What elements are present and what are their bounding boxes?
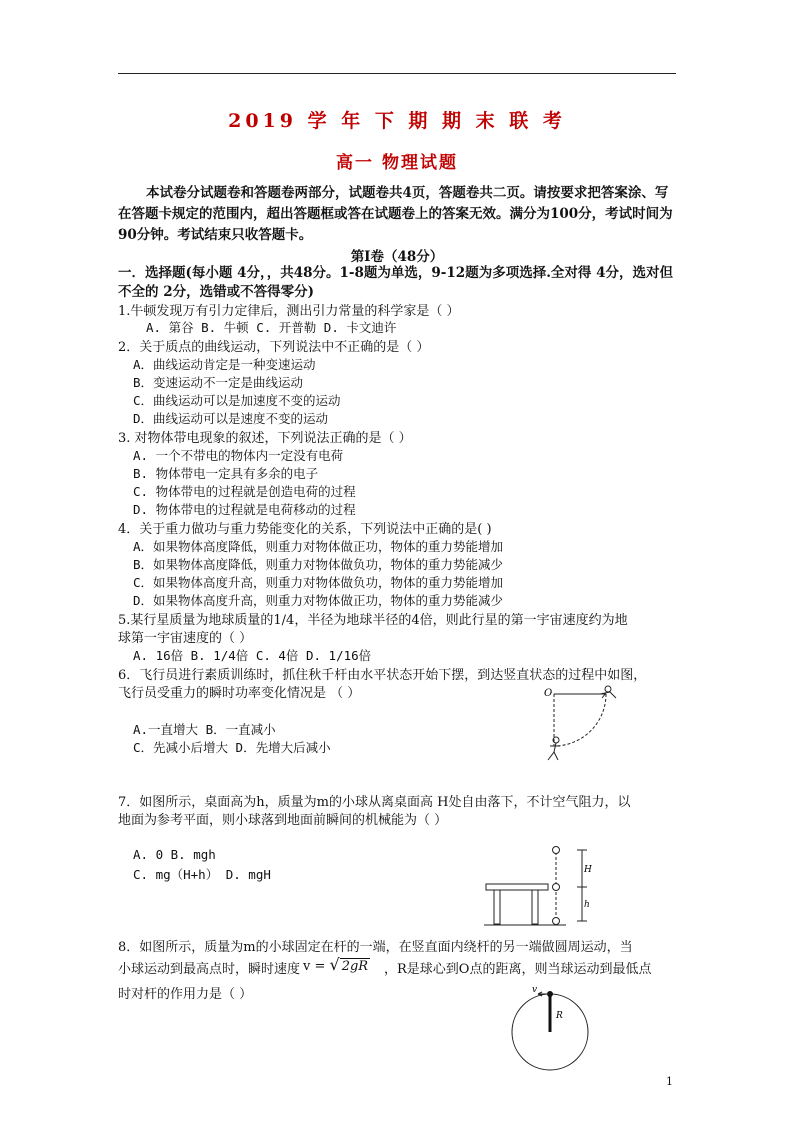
q6-stem-line1: 6．飞行员进行素质训练时，抓住秋千杆由水平状态开始下摆，到达竖直状态的过程中如图， [118,668,647,683]
q4-option-d: D．如果物体高度升高，则重力对物体做正功，物体的重力势能减少 [133,593,504,608]
q3-option-a: A. 一个不带电的物体内一定没有电荷 [133,448,344,463]
q2-option-d: D．曲线运动可以是速度不变的运动 [133,411,329,426]
q1-options: A. 第谷 B. 牛顿 C. 开普勒 D. 卡文迪许 [146,320,397,335]
q6-stem-line2: 飞行员受重力的瞬时功率变化情况是 （ ） [118,686,361,701]
q2-option-a: A．曲线运动肯定是一种变速运动 [133,357,316,372]
q5-stem-line1: 5.某行星质量为地球质量的1/4，半径为地球半径的4倍，则此行星的第一宇宙速度约为地 [118,613,628,628]
pivot-label: O [544,688,553,699]
q7-options-ab: A. 0 B. mgh [133,847,216,862]
exam-instructions: 本试卷分试题卷和答题卷两部分，试题卷共4页，答题卷共二页。请按要求把答案涂、写在答题卡规定的范围内，超出答题框或答在试题卷上的答案无效。满分为100分，考试时间为90分钟。考试结束只收答题卡。 [118,185,673,243]
q7-options-cd: C. mg（H+h） D. mgH [133,867,271,882]
radius-label: R [556,1011,563,1021]
height-H-label: H [584,865,592,875]
q4-option-a: A．如果物体高度降低，则重力对物体做正功，物体的重力势能增加 [133,539,504,554]
q3-stem: 3. 对物体带电现象的叙述，下列说法正确的是（ ） [118,431,412,446]
q8-stem-line1: 8．如图所示，质量为m的小球固定在杆的一端，在竖直面内绕杆的另一端做圆周运动，当 [118,940,633,955]
velocity-formula: v = √ 2gR [303,955,369,974]
q2-option-b: B．变速运动不一定是曲线运动 [133,375,304,390]
q2-option-c: C．曲线运动可以是加速度不变的运动 [133,393,341,408]
exam-title: 2019 学 年 下 期 期 末 联 考 [228,110,566,132]
q4-option-b: B．如果物体高度降低，则重力对物体做负功，物体的重力势能减少 [133,557,504,572]
section-description: 一．选择题(每小题 4分，，共48分。1-8题为单选，9-12题为多项选择.全对得 4分，选对但不全的 2分，选错或不答得零分) [118,265,673,300]
q7-stem-line2: 地面为参考平面，则小球落到地面前瞬间的机械能为（ ） [118,813,448,828]
q3-option-b: B. 物体带电一定具有多余的电子 [133,466,319,481]
velocity-label: v [532,986,538,995]
table-ball-figure [484,842,604,928]
q4-option-c: C．如果物体高度升高，则重力对物体做负功，物体的重力势能增加 [133,575,504,590]
section-title: 第Ⅰ卷（48分） [350,249,444,265]
q3-option-c: C. 物体带电的过程就是创造电荷的过程 [133,484,356,499]
q4-stem: 4．关于重力做功与重力势能变化的关系，下列说法中正确的是( ) [118,522,492,537]
formula-lhs: v = [303,959,330,974]
q7-stem-line1: 7．如图所示，桌面高为h，质量为m的小球从离桌面高 H处自由落下，不计空气阻力，以 [118,795,631,810]
header-rule [118,73,676,74]
page-number: 1 [666,1075,673,1088]
q5-options: A. 16倍 B. 1/4倍 C. 4倍 D. 1/16倍 [133,648,372,663]
q5-stem-line2: 球第一宇宙速度的（ ） [118,631,253,646]
q6-options-cd: C．先减小后增大 D．先增大后减小 [133,740,331,755]
height-h-label: h [584,900,590,910]
q6-options-ab: A.一直增大 B．一直减小 [133,722,276,737]
q8-stem-line2a: 小球运动到最高点时，瞬时速度 [118,962,301,977]
subject-title: 高一 物理试题 [336,153,458,173]
circle-rod-figure [508,986,594,1074]
q1-stem: 1.牛顿发现万有引力定律后，测出引力常量的科学家是（ ） [118,304,460,319]
q2-stem: 2．关于质点的曲线运动，下列说法中不正确的是（ ） [118,340,430,355]
q8-stem-line2b: ，R是球心到O点的距离，则当球运动到最低点 [384,962,652,977]
formula-radicand: 2gR [341,959,369,974]
swing-figure [536,684,636,764]
q3-option-d: D. 物体带电的过程就是电荷移动的过程 [133,502,356,517]
q8-stem-line3: 时对杆的作用力是（ ） [118,987,253,1002]
